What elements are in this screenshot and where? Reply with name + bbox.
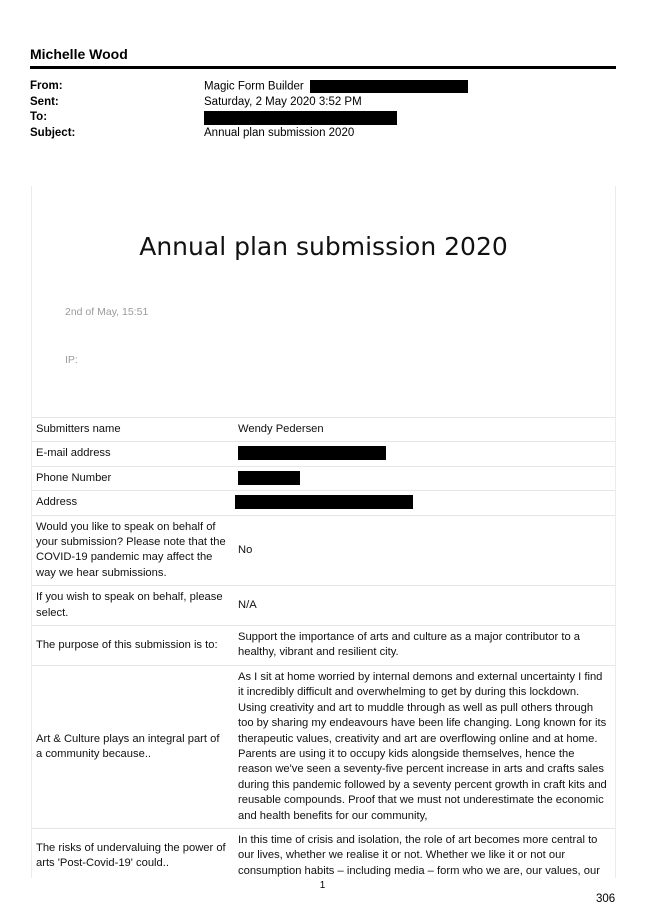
answer-cell: In this time of crisis and isolation, the role of art becomes more central to our lives, whether we realise it or not. Whether we like it or not our consumption habits – including media – form who we are, our values, our [230, 828, 615, 883]
table-row [32, 418, 615, 442]
question-cell: Phone Number [32, 466, 230, 490]
document-number: 306 [596, 893, 616, 905]
table-row [32, 466, 615, 490]
answer-cell [230, 466, 615, 490]
header-to [30, 111, 616, 127]
redaction-box [310, 80, 468, 93]
header-value [204, 111, 397, 125]
table-row [32, 442, 615, 466]
table-row [32, 626, 615, 666]
question-cell: The purpose of this submission is to: [32, 626, 230, 666]
header-label: Subject: [30, 126, 76, 139]
question-cell: E-mail address [32, 442, 230, 466]
question-cell: Would you like to speak on behalf of your submission? Please note that the COVID-19 pandemic may affect the way we hear submissions. [32, 515, 230, 586]
redaction-box [235, 495, 413, 509]
header-subject [30, 127, 616, 143]
page-number: 1 [319, 880, 326, 891]
header-label: From: [30, 80, 63, 92]
form-card [31, 186, 616, 878]
table-row [32, 491, 615, 515]
header-value: Annual plan submission 2020 [204, 126, 355, 139]
question-cell: Submitters name [32, 418, 230, 442]
answer-cell: As I sit at home worried by internal demons and external uncertainty I find it incredibly difficult and overwhelming to get by during this lockdown. Using creativity and art to muddle through as well as pull others through too by sharing my endeavours have been life changing. Long known for its therapeutic values, creativity and art are overflowing online and at home. Parents are using it to occupy kids alongside themselves, hence the reason we've seen a seventy-five percent increase in arts and crafts sales during this pandemic followed by a seventy percent growth in craft kits and reusable compounds. Proof that we must not underestimate the economic and health benefits for our community, [230, 665, 615, 828]
header-value [204, 80, 468, 93]
question-cell: Address [32, 491, 230, 515]
submission-table [32, 417, 615, 883]
submission-date: 2nd of May, 15:51 [65, 306, 149, 318]
answer-cell: N/A [230, 586, 615, 626]
redaction-box [204, 111, 397, 125]
question-cell: Art & Culture plays an integral part of a community because.. [32, 665, 230, 828]
form-title: Annual plan submission 2020 [139, 232, 508, 261]
table-row [32, 515, 615, 586]
email-headers [30, 80, 616, 142]
header-label: To: [30, 111, 48, 123]
question-cell: If you wish to speak on behalf, please select. [32, 586, 230, 626]
answer-cell [230, 442, 615, 466]
sender-name: Michelle Wood [30, 46, 616, 69]
table-row [32, 828, 615, 883]
answer-cell: No [230, 515, 615, 586]
answer-cell: Support the importance of arts and culture as a major contributor to a healthy, vibrant and resilient city. [230, 626, 615, 666]
redaction-box [238, 446, 386, 460]
table-row [32, 586, 615, 626]
from-text: Magic Form Builder [204, 80, 304, 93]
header-label: Sent: [30, 95, 59, 108]
answer-cell [230, 491, 615, 515]
header-sent [30, 96, 616, 112]
ip-label: IP: [65, 354, 78, 366]
answer-cell: Wendy Pedersen [230, 418, 615, 442]
header-from [30, 80, 616, 96]
header-value: Saturday, 2 May 2020 3:52 PM [204, 95, 362, 108]
question-cell: The risks of undervaluing the power of arts 'Post-Covid-19' could.. [32, 828, 230, 883]
redaction-box [238, 471, 300, 485]
table-row [32, 665, 615, 828]
